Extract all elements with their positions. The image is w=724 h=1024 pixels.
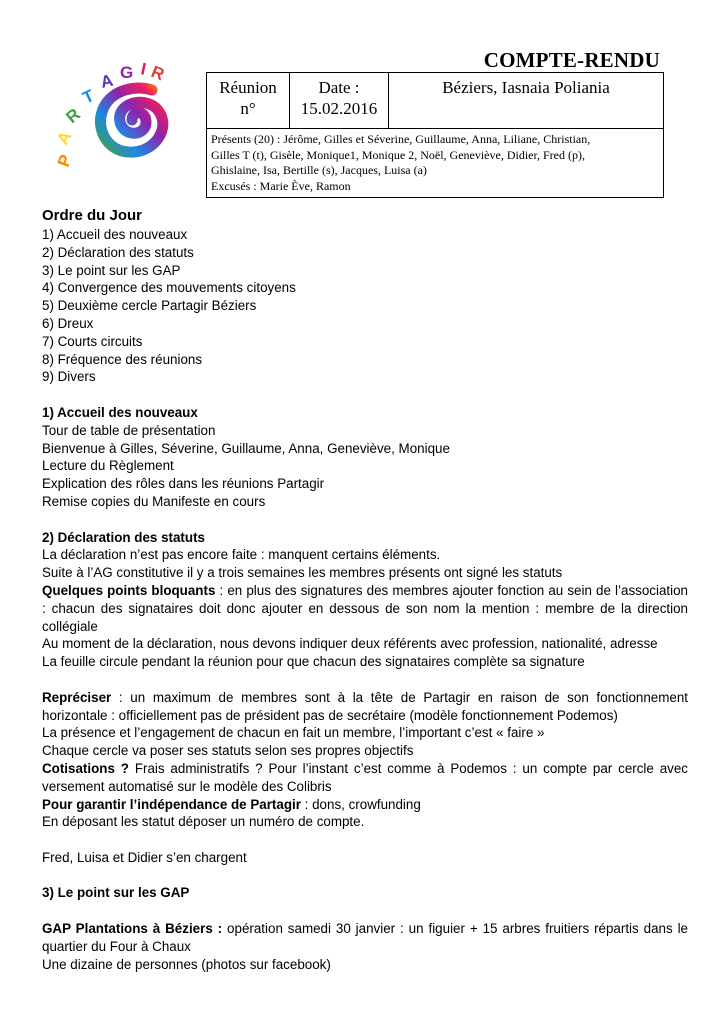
section-line: En déposant les statut déposer un numéro de compte. xyxy=(42,814,365,830)
logo-letter: I xyxy=(139,59,148,79)
cotisations-label: Cotisations ? xyxy=(42,760,129,776)
gap-plantations-text: opération samedi 30 janvier : un figuier + 15 arbres fruitiers répartis dans le quartier du Four à Chaux xyxy=(42,921,688,954)
section-title-accueil: 1) Accueil des nouveaux xyxy=(42,404,198,420)
logo-letter: R xyxy=(148,62,168,85)
section-title-gap: 3) Le point sur les GAP xyxy=(42,885,190,901)
cotisations-paragraph xyxy=(42,760,688,796)
cotisations-text: Frais administratifs ? Pour l’instant c’est comme à Podemos : un compte par cercle avec versement automatisé sur le modèle des Colibris xyxy=(42,760,688,794)
excused-line: Excusés : Marie Ève, Ramon xyxy=(211,178,351,193)
agenda-item: 7) Courts circuits xyxy=(42,333,143,349)
meeting-location: Béziers, Iasnaia Poliania xyxy=(442,78,610,97)
repreciser-text: : un maximum de membres sont à la tête de Partagir en raison de son fonctionnement horizontale : officiellement pas de président pas de secrétaire (modèle fonctionnement Podemos) xyxy=(42,689,688,723)
agenda-item: 8) Fréquence des réunions xyxy=(42,351,203,367)
meeting-date-label: Date : xyxy=(318,78,360,97)
section-title-statuts: 2) Déclaration des statuts xyxy=(42,529,205,545)
blocking-points-text: : en plus des signatures des membres ajouter fonction au sein de l’association : chacun des signataires doit donc ajouter en dessous de son nom la mention : membre de la direction collégiale xyxy=(42,582,688,634)
agenda-item: 5) Deuxième cercle Partagir Béziers xyxy=(42,298,257,314)
agenda-item: 2) Déclaration des statuts xyxy=(42,244,194,260)
attendees-line: Gilles T (t), Gisèle, Monique1, Monique 2, Noël, Geneviève, Didier, Fred (p), xyxy=(211,147,585,162)
document-body xyxy=(42,206,688,973)
agenda-title: Ordre du Jour xyxy=(42,207,143,224)
spiral-shape xyxy=(100,88,162,152)
section-line: Explication des rôles dans les réunions Partagir xyxy=(42,476,325,492)
independance-paragraph xyxy=(42,796,688,814)
gap-plantations-paragraph xyxy=(42,920,688,956)
logo-letter: A xyxy=(98,70,115,92)
section-line: Bienvenue à Gilles, Séverine, Guillaume, Anna, Geneviève, Monique xyxy=(42,440,450,456)
logo-letter: R xyxy=(62,104,84,128)
agenda-item: 1) Accueil des nouveaux xyxy=(42,227,188,242)
logo-letter: G xyxy=(120,63,134,82)
logo-letter: T xyxy=(79,86,98,108)
independance-text: : dons, crowfunding xyxy=(300,796,421,812)
meeting-number-label: Réunion xyxy=(219,78,277,97)
agenda-list xyxy=(42,226,688,386)
repreciser-paragraph xyxy=(42,689,688,725)
section-line: La déclaration n’est pas encore faite : manquent certains éléments. xyxy=(42,547,441,563)
partagir-logo xyxy=(53,50,202,180)
blocking-points-paragraph xyxy=(42,582,688,635)
blocking-points-label: Quelques points bloquants xyxy=(42,582,216,598)
meeting-date-cell xyxy=(290,73,389,129)
section-line: Une dizaine de personnes (photos sur facebook) xyxy=(42,956,331,972)
section-line: La feuille circule pendant la réunion pour que chacun des signataires complète sa signature xyxy=(42,654,585,670)
section-line: Lecture du Règlement xyxy=(42,458,174,474)
attendees-cell xyxy=(207,129,664,198)
document-title: COMPTE-RENDU xyxy=(483,48,660,72)
section-line: Chaque cercle va poser ses statuts selon ses propres objectifs xyxy=(42,743,414,759)
gap-plantations-label: GAP Plantations à Béziers : xyxy=(42,921,223,937)
agenda-item: 3) Le point sur les GAP xyxy=(42,262,181,278)
agenda-item: 6) Dreux xyxy=(42,315,94,331)
section-line: La présence et l’engagement de chacun en fait un membre, l’important c’est « faire » xyxy=(42,725,545,741)
meeting-date-value: 15.02.2016 xyxy=(300,99,378,118)
logo-letter: P xyxy=(53,152,76,170)
section-line: Fred, Luisa et Didier s’en chargent xyxy=(42,849,247,865)
agenda-item: 4) Convergence des mouvements citoyens xyxy=(42,280,296,296)
meeting-location-cell xyxy=(389,73,664,129)
section-line: Remise copies du Manifeste en cours xyxy=(42,493,266,509)
meeting-number-cell xyxy=(207,73,290,129)
section-line: Au moment de la déclaration, nous devons indiquer deux référents avec profession, nationalité, adresse xyxy=(42,636,658,652)
independance-label: Pour garantir l’indépendance de Partagir xyxy=(42,796,301,812)
repreciser-label: Repréciser xyxy=(42,689,112,705)
meeting-header-table xyxy=(206,72,664,198)
agenda-item: 9) Divers xyxy=(42,369,96,385)
attendees-line: Présents (20) : Jérôme, Gilles et Séverine, Guillaume, Anna, Liliane, Christian, xyxy=(211,132,591,146)
meeting-number-suffix: n° xyxy=(240,99,256,118)
section-line: Tour de table de présentation xyxy=(42,422,216,438)
attendees-line: Ghislaine, Isa, Bertille (s), Jacques, Luisa (a) xyxy=(211,163,427,177)
logo-letter: A xyxy=(53,127,76,148)
section-line: Suite à l’AG constitutive il y a trois semaines les membres présents ont signé les statuts xyxy=(42,565,563,581)
